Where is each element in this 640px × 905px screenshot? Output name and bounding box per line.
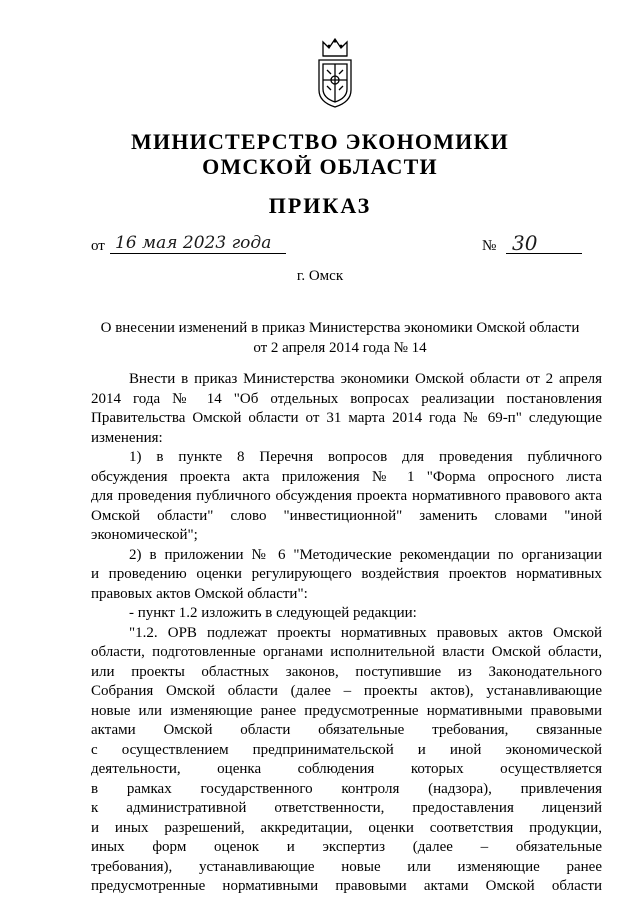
date-underline <box>110 253 286 254</box>
body-line: Внести в приказ Министерства экономики Омской области от 2 апреля <box>129 371 602 387</box>
handwritten-number: 30 <box>512 231 538 255</box>
body-line: обсуждения проекта акта приложения № 1 "Форма опросного листа <box>91 468 602 485</box>
handwritten-date: 16 мая 2023 года <box>115 233 272 253</box>
date-label: от <box>91 238 105 254</box>
body-line: 2) в приложении № 6 "Методические рекомендации по организации <box>129 546 602 563</box>
body-line: - пункт 1.2 изложить в следующей редакции: <box>129 605 417 621</box>
subject-line: от 2 апреля 2014 года № 14 <box>253 340 427 356</box>
body-line: Омской области" слово "инвестиционной" заменить словами "иной <box>91 507 602 524</box>
order-body <box>91 370 602 897</box>
subject-line: О внесении изменений в приказ Министерства экономики Омской области <box>100 320 580 336</box>
city-line: г. Омск <box>296 268 344 284</box>
body-line: Правительства Омской области от 31 марта 2014 года № 69-п" следующие <box>91 410 602 426</box>
body-line: с осуществлением предпринимательской и иной экономической <box>91 741 602 758</box>
body-line: 2014 года № 14 "Об отдельных вопросах реализации постановления <box>91 390 602 407</box>
body-line: актами Омской области обязательные требования, связанные <box>91 722 602 738</box>
order-subject <box>0 318 640 358</box>
body-line: иных форм оценок и экспертиз (далее – обязательные <box>91 839 602 855</box>
number-label: № <box>482 238 497 254</box>
body-line: "1.2. ОРВ подлежат проекты нормативных правовых актов Омской <box>129 624 602 641</box>
body-line: в рамках государственного контроля (надзора), привлечения <box>91 780 602 797</box>
body-line: требования), устанавливающие новые или изменяющие ранее <box>91 858 602 875</box>
body-line: предусмотренные нормативными правовыми актами Омской области <box>91 878 602 894</box>
ministry-name-line1: МИНИСТЕРСТВО ЭКОНОМИКИ <box>131 129 509 154</box>
body-line: для проведения публичного обсуждения проекта нормативного правового акта <box>91 488 602 504</box>
body-line: правовых актов Омской области": <box>91 585 308 602</box>
ministry-name-line2: ОМСКОЙ ОБЛАСТИ <box>202 154 438 179</box>
coat-of-arms-emblem <box>313 36 357 110</box>
body-line: изменения: <box>91 429 163 446</box>
document-type-title: ПРИКАЗ <box>268 193 372 218</box>
body-line: и проведению оценки регулирующего воздействия проектов нормативных <box>91 566 602 582</box>
body-line: Собрания Омской области (далее – проекты актов), устанавливающие <box>91 683 602 699</box>
body-line: 1) в пункте 8 Перечня вопросов для проведения публичного <box>129 449 602 465</box>
body-line: экономической"; <box>91 527 198 543</box>
body-line: и иных разрешений, аккредитации, оценки соответствия продукции, <box>91 819 602 836</box>
body-line: или проекты областных законов, поступившие из Законодательного <box>91 663 602 680</box>
body-line: области, подготовленные органами исполнительной власти Омской области, <box>91 644 602 660</box>
body-line: к административной ответственности, предоставления лицензий <box>91 800 602 816</box>
body-line: новые или изменяющие ранее предусмотренные нормативными правовыми <box>91 702 602 719</box>
body-line: деятельности, оценка соблюдения которых осуществляется <box>91 761 602 777</box>
